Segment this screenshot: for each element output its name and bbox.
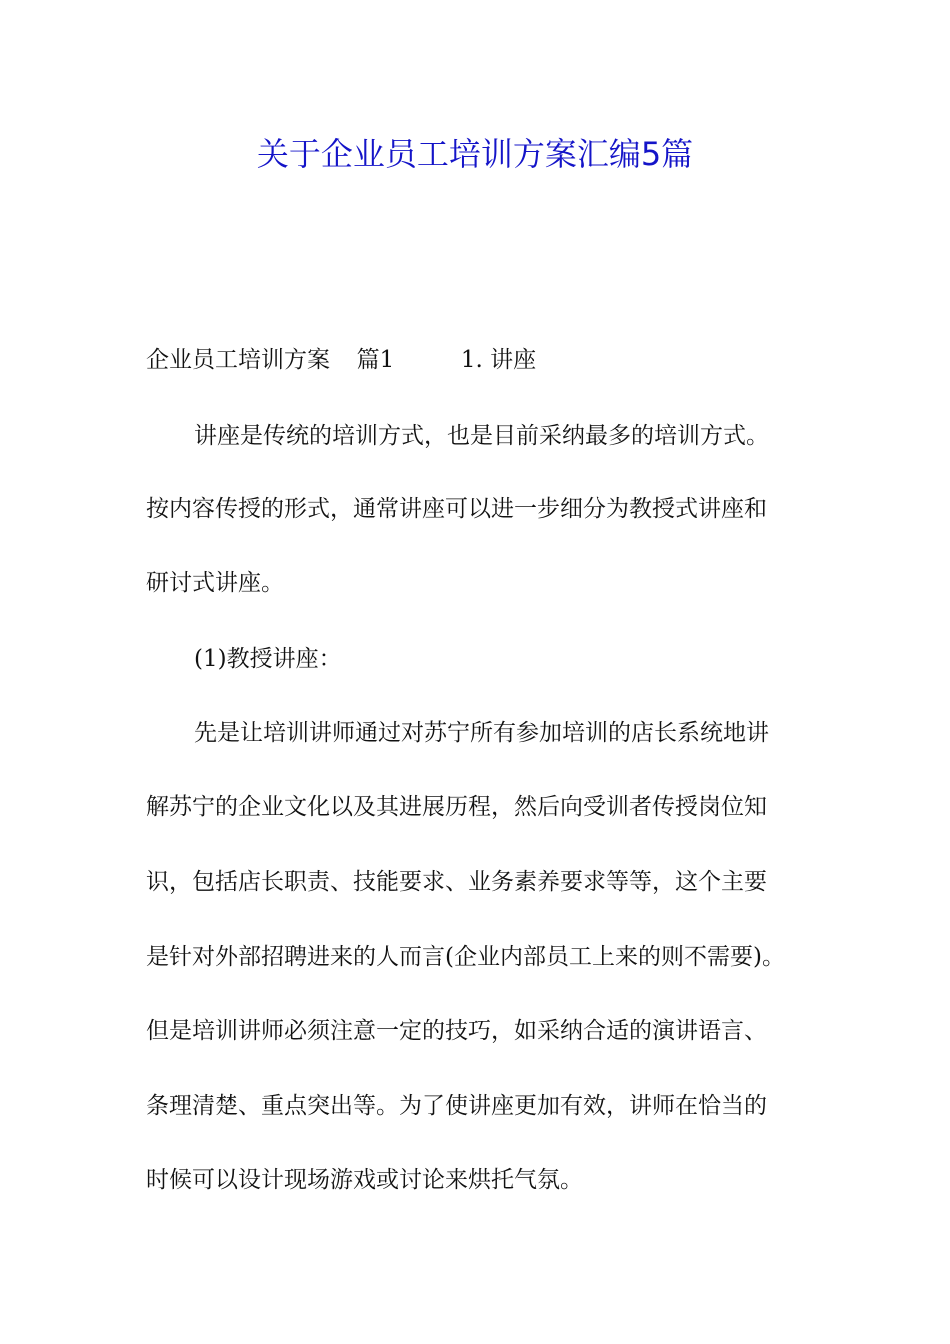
paragraph-line: 先是让培训讲师通过对苏宁所有参加培训的店长系统地讲 [194, 720, 769, 746]
section-item: 1. 讲座 [460, 347, 537, 373]
paragraph-line: 讲座是传统的培训方式，也是目前采纳最多的培训方式。 [194, 423, 769, 449]
paragraph-line: 条理清楚、重点突出等。为了使讲座更加有效，讲师在恰当的 [146, 1093, 767, 1119]
paragraph-line: 按内容传授的形式，通常讲座可以进一步细分为教授式讲座和 [146, 496, 767, 522]
paragraph-line: 时候可以设计现场游戏或讨论来烘托气氛。 [146, 1167, 583, 1193]
document-body [146, 0, 826, 1344]
paragraph-line: 识，包括店长职责、技能要求、业务素养要求等等，这个主要 [146, 869, 767, 895]
paragraph-line: 研讨式讲座。 [146, 570, 284, 596]
subheading: (1)教授讲座： [194, 646, 342, 672]
section-part: 篇1 [356, 347, 395, 373]
section-heading [146, 340, 536, 380]
section-name: 企业员工培训方案 [146, 347, 330, 373]
document-title: 关于企业员工培训方案汇编5篇 [256, 135, 694, 173]
paragraph-line: 但是培训讲师必须注意一定的技巧，如采纳合适的演讲语言、 [146, 1018, 767, 1044]
paragraph-line: 解苏宁的企业文化以及其进展历程，然后向受训者传授岗位知 [146, 794, 767, 820]
paragraph-line: 是针对外部招聘进来的人而言(企业内部员工上来的则不需要)。 [146, 944, 785, 970]
